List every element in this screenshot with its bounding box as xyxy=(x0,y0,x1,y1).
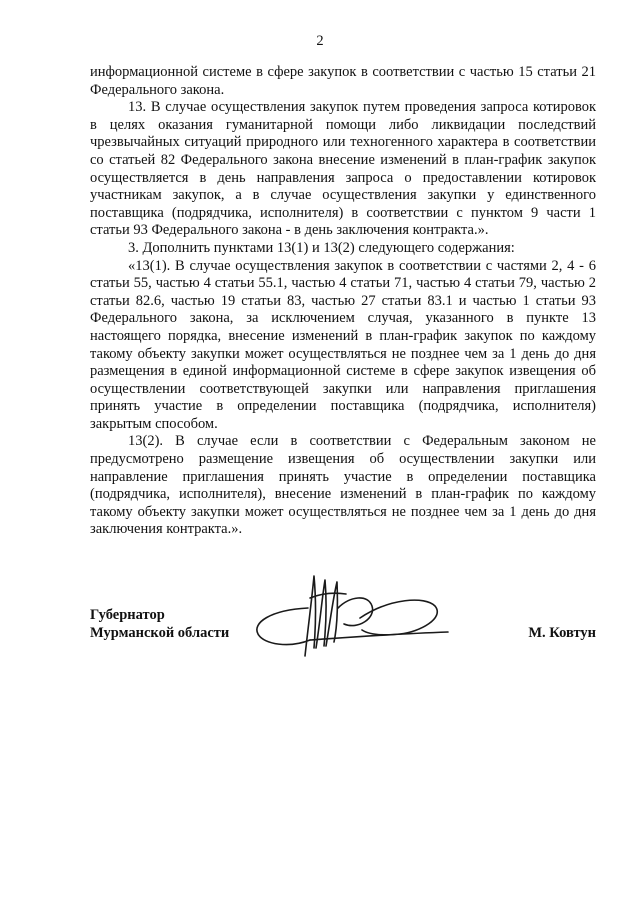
paragraph: 3. Дополнить пунктами 13(1) и 13(2) следующего содержания: xyxy=(128,239,515,256)
signatory-name: М. Ковтун xyxy=(528,625,596,641)
paragraph: информационной системе в сфере закупок в соответствии с частью 15 статьи 21 Федерального закона. xyxy=(90,64,596,98)
handwritten-signature xyxy=(250,568,450,663)
signatory-title-line: Губернатор xyxy=(90,607,165,623)
paragraph: 13(2). В случае если в соответствии с Федеральным законом не предусмотрено размещение извещения об осуществлении закупки или направление приглашения принять участие в определении поставщика (подрядчика, исполнителя), внесение изменений в план-график по каждому такому объекту закупки может осуществляться не позднее чем за 1 день до дня заключения контракта.». xyxy=(90,433,596,538)
paragraph: 13. В случае осуществления закупок путем проведения запроса котировок в целях оказания гуманитарной помощи либо ликвидации последствий чрезвычайных ситуаций природного или техногенного характера в соответствии со статьей 82 Федерального закона внесение изменений в план-график закупок осуществляется в день направления запроса о предоставлении котировок участникам закупок, а в случае осуществления закупки у единственного поставщика (подрядчика, исполнителя) в соответствии с пунктом 9 части 1 статьи 93 Федерального закона - в день заключения контракта.». xyxy=(90,99,596,239)
signatory-title-line: Мурманской области xyxy=(90,625,230,641)
signatory-title xyxy=(90,606,229,642)
paragraph: «13(1). В случае осуществления закупок в соответствии с частями 2, 4 - 6 статьи 55, частью 4 статьи 55.1, частью 4 статьи 71, частью 4 статьи 79, частью 2 статьи 82.6, частью 19 статьи 83, частью 27 статьи 83.1 и частью 1 статьи 93 Федерального закона, за исключением случая, указанного в пункте 13 настоящего порядка, внесение изменений в план-график закупок по каждому такому объекту закупки может осуществляться не позднее чем за 1 день до дня размещения в единой информационной системе в сфере закупок извещения об осуществлении соответствующей закупки или направления приглашения принять участие в определении поставщика (подрядчика, исполнителя) закрытым способом. xyxy=(90,257,596,432)
page-number: 2 xyxy=(316,33,324,49)
